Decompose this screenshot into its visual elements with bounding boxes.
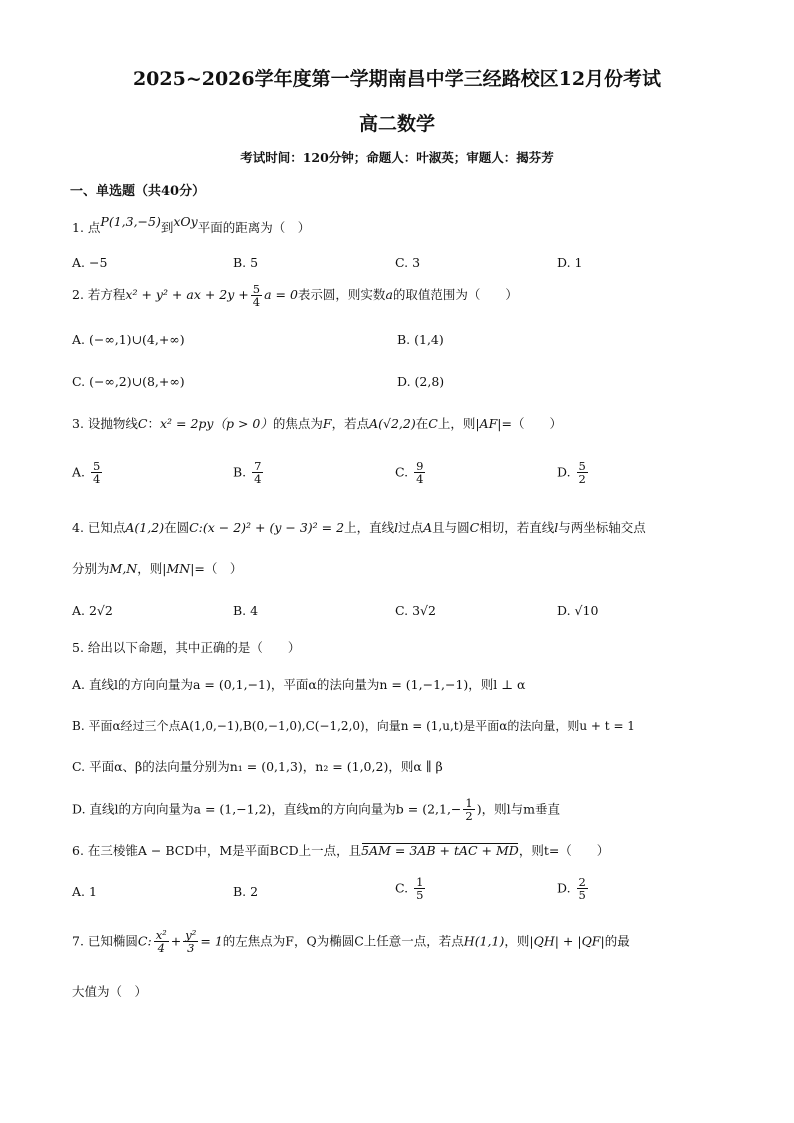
q2-fraction: $\frac{5}{4}$ [252, 282, 261, 310]
question-4-line-2: 分别为M,N，则|MN|=（ ） [72, 561, 243, 576]
q6-option-d: D. $\frac{2}{5}$ [557, 875, 586, 903]
q2-option-b: B. (1,4) [397, 332, 444, 347]
q5-option-d: D. 直线l的方向向量为a = (1,−1,2)，直线m的方向向量为b = (2,1,− $\frac{1}{2}$ )，则l与m垂直 [72, 796, 560, 824]
exam-title: 2025~2026学年度第一学期南昌中学三经路校区12月份考试 [132, 68, 662, 90]
q2-option-d: D. (2,8) [397, 374, 445, 389]
q4-option-a: A. 2√2 [72, 603, 113, 618]
q4-option-c: C. 3√2 [395, 603, 436, 618]
q6-option-c: C. $\frac{1}{5}$ [395, 875, 424, 903]
q3-option-d: D. $\frac{5}{2}$ [557, 459, 586, 487]
question-2: 2. 若方程x² + y² + ax + 2y + $\frac{5}{4}$ a = 0表示圆，则实数a的取值范围为（ ） [72, 282, 518, 310]
q1-option-c: C. 3 [395, 255, 421, 270]
question-4-line-1: 4. 已知点A(1,2)在圆C:(x − 2)² + (y − 3)² = 2上，直线l过点A且与圆C相切，若直线l与两坐标轴交点 [72, 520, 646, 535]
q5-option-c: C. 平面α、β的法向量分别为n₁ = (0,1,3)，n₂ = (1,0,2)，则α ∥ β [72, 759, 443, 774]
exam-info: 考试时间：120分钟；命题人：叶淑英；审题人：揭芬芳 [240, 150, 554, 165]
question-7-line-2: 大值为（ ） [72, 984, 148, 999]
q2-option-c: C. (−∞,2)∪(8,+∞) [72, 374, 185, 389]
question-5: 5. 给出以下命题，其中正确的是（ ） [72, 640, 301, 655]
q2-option-a: A. (−∞,1)∪(4,+∞) [72, 332, 185, 347]
q6-option-a: A. 1 [72, 884, 97, 899]
q1-option-b: B. 5 [233, 255, 259, 270]
q4-option-d: D. √10 [557, 603, 599, 618]
q3-option-b: B. $\frac{7}{4}$ [233, 459, 262, 487]
q6-option-b: B. 2 [233, 884, 259, 899]
q4-option-b: B. 4 [233, 603, 259, 618]
question-1: 1. 点P(1,3,−5)到xOy平面的距离为（ ） [72, 214, 311, 235]
q5-option-a: A. 直线l的方向向量为a = (0,1,−1)，平面α的法向量为n = (1,−1,−1)，则l ⊥ α [72, 677, 526, 692]
q5-option-b: B. 平面α经过三个点A(1,0,−1),B(0,−1,0),C(−1,2,0)，向量n = (1,u,t)是平面α的法向量，则u + t = 1 [72, 719, 635, 733]
section-heading: 一、单选题（共40分） [70, 184, 206, 199]
exam-subtitle: 高二数学 [358, 113, 435, 135]
question-6: 6. 在三棱锥A − BCD中，M是平面BCD上一点，且5AM = 3AB + tAC + MD，则t=（ ） [72, 843, 610, 858]
q1-option-d: D. 1 [557, 255, 583, 270]
question-7-line-1: 7. 已知椭圆C: $\frac{\text{x²}}{4}$ + $\frac{\text{y²}}{3}$ = 1的左焦点为F，Q为椭圆C上任意一点，若点H(1,1)，则|QH| + |QF|的最 [72, 928, 630, 956]
q3-option-a: A. $\frac{5}{4}$ [72, 459, 101, 487]
question-3: 3. 设抛物线C：x² = 2py（p > 0）的焦点为F，若点A(√2,2)在C上，则|AF|=（ ） [72, 416, 562, 431]
q3-option-c: C. $\frac{9}{4}$ [395, 459, 424, 487]
q1-option-a: A. −5 [72, 255, 108, 270]
